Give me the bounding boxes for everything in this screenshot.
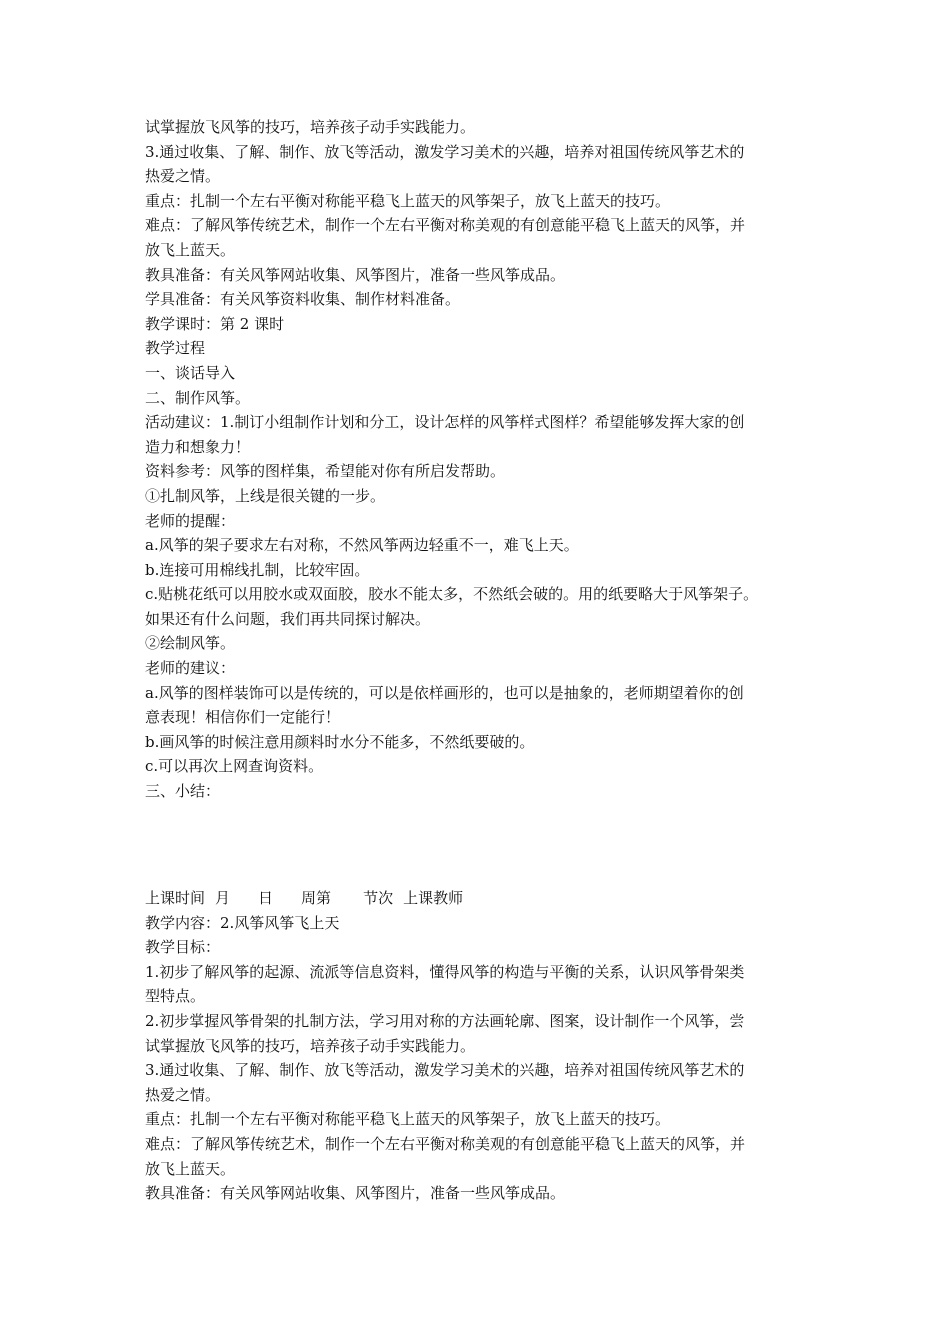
text-line: ①扎制风筝，上线是很关键的一步。 xyxy=(145,486,386,505)
text-line: 放飞上蓝天。 xyxy=(145,1159,236,1178)
text-line: c.贴桃花纸可以用胶水或双面胶，胶水不能太多，不然纸会破的。用的纸要略大于风筝架子。 xyxy=(145,585,759,604)
text-line: 教具准备：有关风筝网站收集、风筝图片，准备一些风筝成品。 xyxy=(145,1184,566,1203)
text-line: 意表现！相信你们一定能行！ xyxy=(145,708,341,727)
text-line: 如果还有什么问题，我们再共同探讨解决。 xyxy=(145,609,431,628)
class-time-label: 上课时间 xyxy=(145,889,206,907)
text-line: 造力和想象力！ xyxy=(145,437,251,456)
lesson-plan-section-1 xyxy=(145,115,810,804)
text-line: ②绘制风筝。 xyxy=(145,634,236,653)
text-line: 教学课时：第 2 课时 xyxy=(145,314,285,333)
text-line: 难点：了解风筝传统艺术，制作一个左右平衡对称美观的有创意能平稳飞上蓝天的风筝，并 xyxy=(145,1134,746,1153)
text-line: 教学目标： xyxy=(145,938,221,957)
text-line: 教学过程 xyxy=(145,339,206,358)
text-line: 老师的提醒： xyxy=(145,511,236,530)
text-line: 重点：扎制一个左右平衡对称能平稳飞上蓝天的风筝架子，放飞上蓝天的技巧。 xyxy=(145,191,671,210)
text-line: 热爱之情。 xyxy=(145,1085,221,1104)
text-line: a.风筝的图样装饰可以是传统的，可以是依样画形的，也可以是抽象的，老师期望着你的创 xyxy=(145,683,744,702)
text-line: 重点：扎制一个左右平衡对称能平稳飞上蓝天的风筝架子，放飞上蓝天的技巧。 xyxy=(145,1110,671,1129)
text-line: 三、小结： xyxy=(145,782,221,801)
text-line: 型特点。 xyxy=(145,987,206,1006)
text-line: 3.通过收集、了解、制作、放飞等活动，激发学习美术的兴趣，培养对祖国传统风筝艺术的 xyxy=(145,142,745,161)
text-line: a.风筝的架子要求左右对称，不然风筝两边轻重不一，难飞上天。 xyxy=(145,536,579,555)
class-schedule-line xyxy=(145,886,810,911)
lesson-plan-section-2 xyxy=(145,886,810,1206)
text-line: 试掌握放飞风筝的技巧，培养孩子动手实践能力。 xyxy=(145,118,476,136)
text-line: 放飞上蓝天。 xyxy=(145,240,236,259)
text-line: 老师的建议： xyxy=(145,659,236,678)
text-line: 2.初步掌握风筝骨架的扎制方法，学习用对称的方法画轮廓、图案，设计制作一个风筝，尝 xyxy=(145,1011,745,1030)
text-line: 一、谈话导入 xyxy=(145,363,236,382)
month-label: 月 xyxy=(215,889,231,907)
text-line: 试掌握放飞风筝的技巧，培养孩子动手实践能力。 xyxy=(145,1036,476,1055)
text-line: 二、制作风筝。 xyxy=(145,388,251,407)
text-line: 教具准备：有关风筝网站收集、风筝图片，准备一些风筝成品。 xyxy=(145,265,566,284)
text-line: 学具准备：有关风筝资料收集、制作材料准备。 xyxy=(145,290,461,309)
text-line: 教学内容：2.风筝风筝飞上天 xyxy=(145,913,340,932)
text-line: 难点：了解风筝传统艺术，制作一个左右平衡对称美观的有创意能平稳飞上蓝天的风筝，并 xyxy=(145,216,746,235)
text-line: 活动建议：1.制订小组制作计划和分工，设计怎样的风筝样式图样？希望能够发挥大家的创 xyxy=(145,413,745,432)
text-line: c.可以再次上网查询资料。 xyxy=(145,757,324,776)
text-line: 1.初步了解风筝的起源、流派等信息资料，懂得风筝的构造与平衡的关系，认识风筝骨架类 xyxy=(145,962,745,981)
text-line: b.连接可用棉线扎制，比较牢固。 xyxy=(145,560,370,579)
week-label: 周第 xyxy=(301,889,332,907)
teacher-label: 上课教师 xyxy=(403,889,464,907)
text-line: b.画风筝的时候注意用颜料时水分不能多，不然纸要破的。 xyxy=(145,732,535,751)
day-label: 日 xyxy=(258,889,274,907)
text-line: 资料参考：风筝的图样集，希望能对你有所启发帮助。 xyxy=(145,462,506,481)
text-line: 热爱之情。 xyxy=(145,167,221,186)
period-label: 节次 xyxy=(363,889,394,907)
text-line: 3.通过收集、了解、制作、放飞等活动，激发学习美术的兴趣，培养对祖国传统风筝艺术的 xyxy=(145,1061,745,1080)
